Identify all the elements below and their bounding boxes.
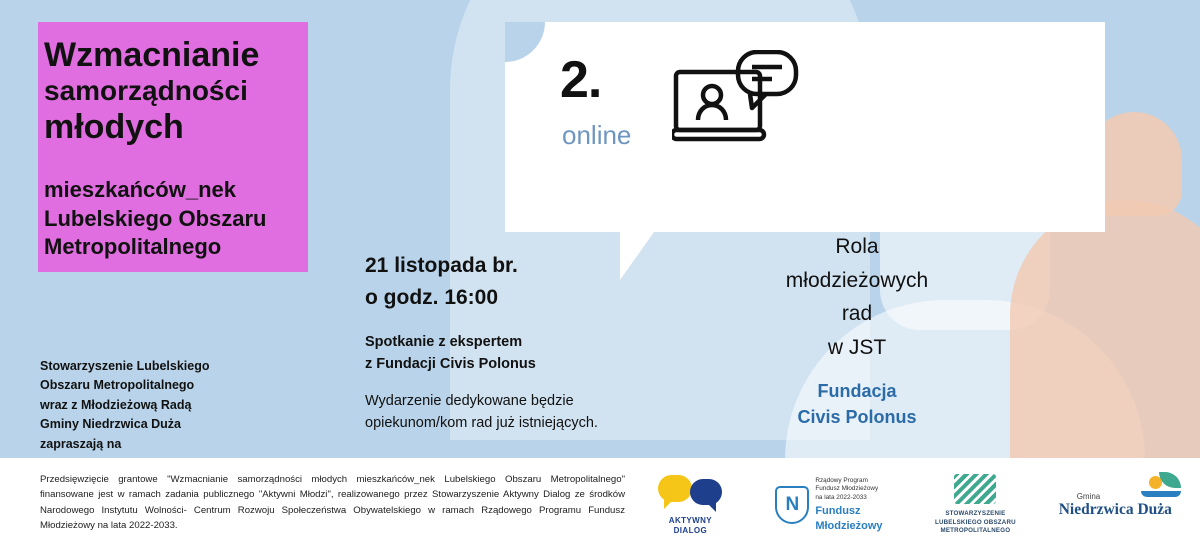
- fundusz-small-line-1: Rządowy Program: [815, 476, 868, 484]
- organizer-line-1: Stowarzyszenie Lubelskiego: [40, 359, 210, 373]
- aktywny-dialog-line-1: AKTYWNY: [668, 515, 713, 525]
- title-line-3: młodych: [44, 107, 184, 146]
- laptop-with-speech-bubble-icon: [672, 50, 800, 160]
- event-note: [365, 390, 655, 435]
- organizer-text: [40, 357, 290, 454]
- event-date: 21 listopada br.: [365, 254, 518, 277]
- gmina-small-text: Gmina: [1076, 491, 1101, 501]
- fundusz-big-line-2: Młodzieżowy: [815, 520, 883, 533]
- topic-line-2: młodzieżowych: [785, 268, 929, 292]
- expert-line-1: Spotkanie z ekspertem: [365, 334, 523, 350]
- event-time: o godz. 16:00: [365, 285, 499, 309]
- logo-slom-text: [935, 510, 1016, 535]
- gmina-emblem-icon: [1141, 472, 1181, 494]
- logo-aktywny-dialog: [645, 470, 736, 540]
- topic-text: [742, 230, 972, 364]
- session-number: 2.: [560, 51, 602, 109]
- speech-bubbles-icon: [658, 475, 722, 509]
- funding-disclaimer: Przedsięwzięcie grantowe "Wzmacnianie samorządności młodych mieszkańców_nek Lubelskiego Obszaru Metropolitalnego" finansowane jest w ramach zadania publicznego "Aktywni Młodzi", realizowanego przez Stowarzyszenie Aktywny Dialog ze środków Narodowego Instytutu Wolności- Centrum Rozwoju Społeczeństwa Obywatelskiego w ramach Rządowego Programu Fundusz Młodzieżowy na lata 2022-2033.: [40, 474, 625, 532]
- expert-line-2: z Fundacji Civis Polonus: [365, 355, 536, 372]
- page-subtitle: [44, 176, 344, 262]
- partner-line-1: Fundacja: [817, 381, 897, 401]
- logo-stowarzyszenie-lom: [922, 470, 1029, 540]
- note-line-1: Wydarzenie dedykowane będzie: [365, 393, 574, 409]
- note-line-2: opiekunom/kom rad już istniejących.: [365, 415, 598, 432]
- subtitle-line-3: Metropolitalnego: [44, 234, 222, 260]
- wave-icon: [1141, 491, 1181, 497]
- striped-square-icon: [954, 474, 996, 504]
- event-expert: [365, 332, 665, 376]
- bubble-yellow-icon: [658, 475, 692, 502]
- fundusz-small-line-3: na lata 2022-2033: [815, 493, 867, 501]
- fundusz-big-line-1: Fundusz: [815, 504, 861, 517]
- logo-gmina-niedrzwica-duza: [1059, 470, 1185, 540]
- organizer-line-2: Obszaru Metropolitalnego: [40, 378, 195, 393]
- leaf-icon: [1159, 472, 1181, 488]
- shield-n-icon: N: [775, 486, 809, 524]
- partner-name: [742, 378, 972, 430]
- slom-line-2: LUBELSKIEGO OBSZARU: [934, 518, 1016, 526]
- page-title: [44, 36, 344, 147]
- bubble-navy-icon: [690, 479, 722, 505]
- organizer-line-4: Gminy Niedrzwica Duża: [40, 417, 182, 432]
- logo-strip: [645, 466, 1185, 544]
- title-line-2: samorządności: [44, 75, 248, 107]
- topic-line-1: Rola: [835, 235, 879, 258]
- organizer-line-5: zapraszają na: [40, 436, 122, 451]
- aktywny-dialog-line-2: DIALOG: [673, 525, 708, 535]
- organizer-line-3: wraz z Młodzieżową Radą: [40, 397, 192, 412]
- logo-aktywny-dialog-text: [669, 516, 712, 536]
- logo-fundusz-mlodziezowy: [766, 470, 892, 540]
- partner-line-2: Civis Polonus: [797, 407, 917, 428]
- gmina-big-text: Niedrzwica Duża: [1058, 500, 1172, 518]
- topic-line-3: rad: [841, 302, 873, 326]
- background-silhouette-second-person-body: [1010, 200, 1200, 470]
- slom-line-3: METROPOLITALNEGO: [940, 527, 1011, 535]
- topic-line-4: w JST: [827, 335, 887, 359]
- fundusz-small-line-2: Fundusz Młodzieżowy: [815, 485, 879, 493]
- logo-fundusz-text: [815, 477, 882, 533]
- footer-bar: [0, 458, 1200, 550]
- slom-line-1: STOWARZYSZENIE: [945, 510, 1006, 518]
- subtitle-line-1: mieszkańców_nek: [44, 177, 236, 202]
- event-datetime: [365, 250, 665, 313]
- subtitle-line-2: Lubelskiego Obszaru: [44, 205, 267, 231]
- title-line-1: Wzmacnianie: [44, 36, 260, 74]
- session-mode-label: online: [562, 120, 632, 150]
